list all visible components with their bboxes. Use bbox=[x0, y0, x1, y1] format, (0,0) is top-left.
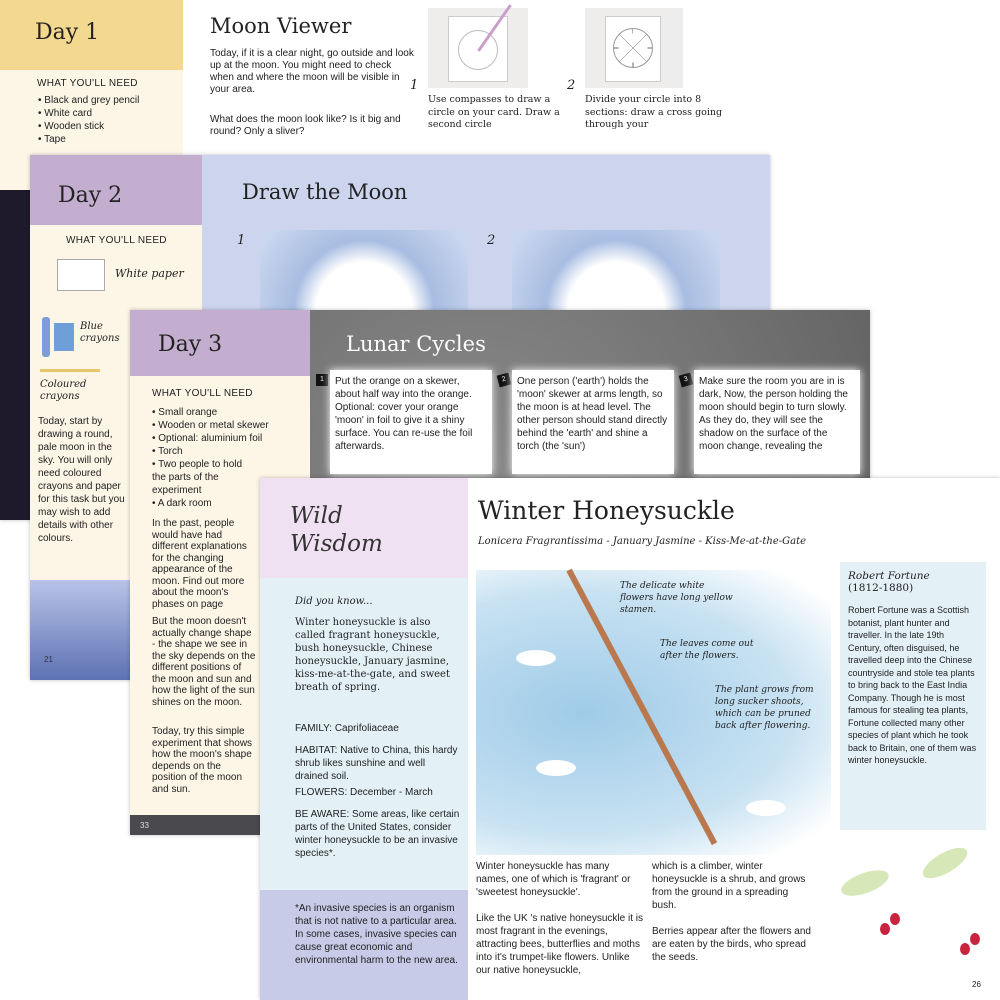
step-number: 1 bbox=[237, 233, 246, 248]
step-number: 2 bbox=[567, 78, 576, 93]
family: FAMILY: Caprifoliaceae bbox=[295, 723, 399, 734]
page-title: Lunar Cycles bbox=[346, 332, 486, 356]
step-text: Divide your circle into 8 sections: draw a cross going through your bbox=[585, 94, 723, 130]
paragraph: What does the moon look like? Is it big and round? Only a sliver? bbox=[210, 114, 401, 137]
eraser-icon bbox=[54, 323, 74, 351]
list-item: • Tape bbox=[38, 134, 66, 145]
step-number: 1 bbox=[410, 78, 419, 93]
illustration-note: The delicate white flowers have long yellow stamen. bbox=[620, 581, 733, 615]
item-label: White paper bbox=[115, 267, 184, 280]
crayon-icon bbox=[42, 317, 50, 357]
paragraph: Winter honeysuckle is also called fragrant honeysuckle, bush honeysuckle, Chinese honeysuckle, January jasmine, kiss-me-at-the-gate, and sweet breath of spring. bbox=[295, 617, 450, 693]
moon-drawing bbox=[260, 230, 468, 310]
paragraph: which is a climber, winter honeysuckle is a shrub, and grows from the ground in a spreading bush. bbox=[652, 861, 806, 911]
be-aware: BE AWARE: Some areas, like certain parts of the United States, consider winter honeysuckle to be an invasive species*. bbox=[295, 809, 460, 859]
step-image bbox=[428, 8, 528, 88]
day-heading: Day 2 bbox=[58, 183, 123, 208]
step-card: Put the orange on a skewer, about half way into the orange. Optional: cover your orange 'moon' in foil to give it a shiny surface. You can re-use the foil afterwards. bbox=[330, 370, 492, 474]
paragraph: Like the UK 's native honeysuckle it is most fragrant in the evenings, attracting bees, butterflies and moths into it's trumpet-like flowers. Unlike our native honeysuckle, bbox=[476, 913, 643, 976]
paragraph: Today, try this simple experiment that shows how the moon's shape depends on the position of the moon and sun. bbox=[152, 726, 253, 795]
list-item: • Optional: aluminium foil bbox=[152, 433, 263, 444]
item-label: Coloured crayons bbox=[40, 379, 87, 402]
page-number: 21 bbox=[44, 655, 53, 664]
need-heading: WHAT YOU'LL NEED bbox=[37, 78, 138, 89]
step-image bbox=[585, 8, 683, 88]
box-name: Robert Fortune bbox=[848, 570, 930, 582]
page-number: 26 bbox=[972, 980, 981, 989]
berries-illustration bbox=[820, 833, 1000, 968]
paper-icon bbox=[57, 259, 105, 291]
need-heading: WHAT YOU'LL NEED bbox=[66, 235, 167, 246]
step-text: Use compasses to draw a circle on your card. Draw a second circle bbox=[428, 94, 560, 130]
page-title: Moon Viewer bbox=[210, 14, 352, 38]
paragraph: Today, start by drawing a round, pale moon in the sky. You will only need coloured crayons and paper for this task but you may wish to add details with other colours. bbox=[38, 416, 125, 544]
step-badge bbox=[316, 374, 328, 386]
paragraph: In the past, people would have had different explanations for the changing appearance of the moon. Find out more about the moon's phases on page bbox=[152, 518, 247, 610]
box-years: (1812-1880) bbox=[848, 582, 914, 594]
wild-wisdom-logo: Wild Wisdom bbox=[290, 503, 383, 557]
step-card: One person ('earth') holds the 'moon' skewer at arms length, so the moon is at head level. The other person should stand directly behind the 'earth' and shine a torch (the 'sun') bbox=[512, 370, 674, 474]
day-heading: Day 3 bbox=[158, 332, 223, 357]
step-number: 2 bbox=[501, 375, 507, 384]
pencil-icon bbox=[40, 369, 100, 372]
paragraph: Today, if it is a clear night, go outside and look up at the moon. You might need to check when and where the moon will be visible in your area. bbox=[210, 48, 414, 95]
illustration-note: The leaves come out after the flowers. bbox=[660, 639, 754, 661]
list-item: • Wooden or metal skewer bbox=[152, 420, 269, 431]
page-title: Winter Honeysuckle bbox=[478, 496, 735, 525]
item-label: Blue crayons bbox=[80, 321, 120, 344]
box-text: Robert Fortune was a Scottish botanist, plant hunter and traveller. In the late 19th Century, often disguised, he travelled deep into the Chinese countryside and stole tea plants to bring back to the East India Company. Though he is most famous for stealing tea plants, Fortune collected many other species of plant which he took back to Britain, one of them was winter honeysuckle. bbox=[848, 605, 977, 765]
paragraph: But the moon doesn't actually change shape - the shape we see in the sky depends on the different positions of the moon and sun and how the light of the sun shines on the moon. bbox=[152, 616, 256, 708]
list-item: • White card bbox=[38, 108, 93, 119]
step-number: 3 bbox=[683, 375, 689, 384]
habitat: HABITAT: Native to China, this hardy shrub likes sunshine and well drained soil. bbox=[295, 745, 458, 782]
paragraph: Berries appear after the flowers and are eaten by the birds, who spread the seeds. bbox=[652, 926, 811, 963]
list-item: • Torch bbox=[152, 446, 183, 457]
paragraph: Winter honeysuckle has many names, one of which is 'fragrant' or 'sweetest honeysuckle'. bbox=[476, 861, 631, 898]
list-item: • Small orange bbox=[152, 407, 218, 418]
needs-list bbox=[38, 94, 139, 146]
list-item: • A dark room bbox=[152, 498, 212, 509]
subtitle: Lonicera Fragrantissima - January Jasmine - Kiss-Me-at-the-Gate bbox=[478, 536, 807, 547]
step-number: 2 bbox=[487, 233, 496, 248]
moon-drawing bbox=[512, 230, 720, 310]
list-item: • Black and grey pencil bbox=[38, 95, 140, 106]
flowers: FLOWERS: December - March bbox=[295, 787, 433, 798]
list-item: • Wooden stick bbox=[38, 121, 105, 132]
footnote: *An invasive species is an organism that is not native to a particular area. In some cases, invasive species can cause great economic and environmental harm to the new area. bbox=[295, 903, 458, 966]
page-number: 33 bbox=[140, 821, 149, 830]
info-box bbox=[840, 562, 986, 830]
step-number: 1 bbox=[320, 376, 324, 383]
day-heading: Day 1 bbox=[35, 20, 100, 45]
page-honeysuckle bbox=[260, 478, 1000, 1000]
illustration-note: The plant grows from long sucker shoots, which can be pruned back after flowering. bbox=[715, 685, 814, 731]
need-heading: WHAT YOU'LL NEED bbox=[152, 388, 253, 399]
did-you-know: Did you know... bbox=[295, 596, 373, 607]
list-item: • Two people to hold the parts of the experiment bbox=[152, 459, 243, 496]
step-card: Make sure the room you are in is dark, Now, the person holding the moon should begin to turn slowly. As they do, they will see the shadow on the surface of the moon change, revealing the bbox=[694, 370, 860, 474]
page-title: Draw the Moon bbox=[242, 180, 408, 204]
